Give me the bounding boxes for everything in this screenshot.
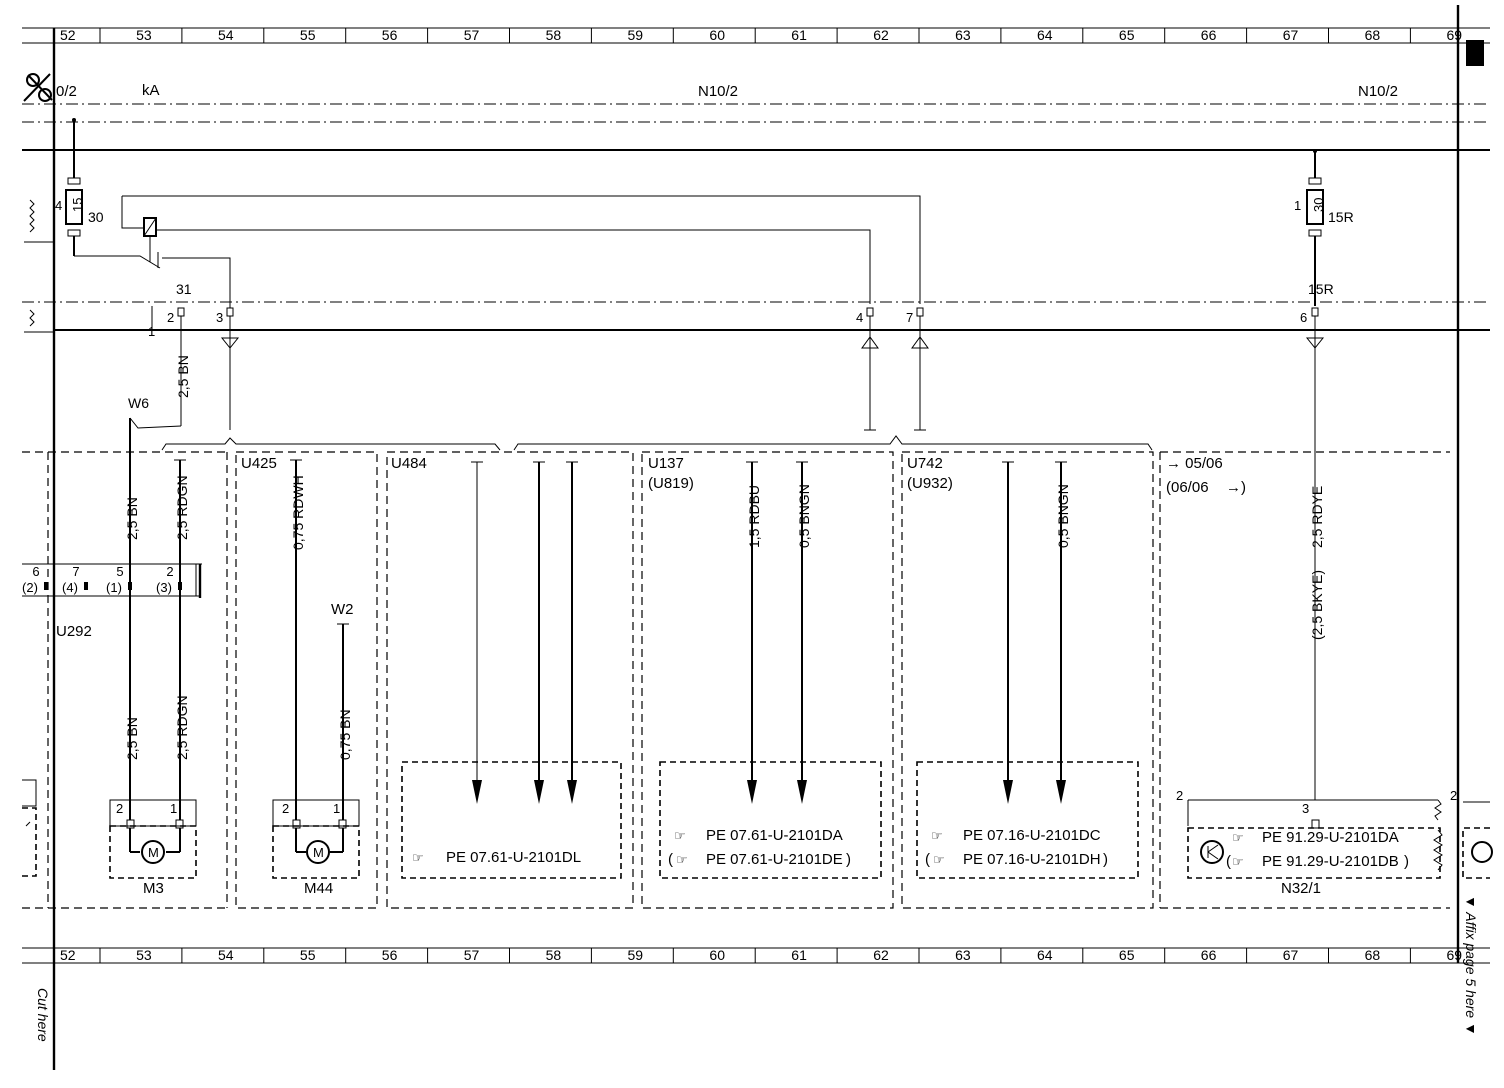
m44-pin-a: 2 (282, 801, 290, 816)
fuse-right-value: 30 (1311, 197, 1326, 212)
top-ruler-label: 58 (545, 27, 562, 43)
m3-pin-a: 2 (116, 801, 124, 816)
bottom-ruler-label: 66 (1200, 947, 1217, 963)
u292-alt-pin: (2) (22, 580, 38, 595)
wire-2-5-bn-top: 2,5 BN (175, 355, 191, 398)
section-u484-body (402, 462, 621, 878)
bottom-ruler-label: 61 (791, 947, 807, 963)
bottom-ruler-label: 65 (1118, 947, 1135, 963)
transistor-icon-partial (1472, 842, 1492, 862)
bottom-ruler-label: 69 (1446, 947, 1463, 963)
ref-06-06-arrow: →) (1226, 479, 1246, 496)
bracket-left (162, 438, 500, 450)
top-ruler-label: 59 (627, 27, 644, 43)
pin-3: 3 (216, 310, 224, 325)
right-marker-block (1466, 40, 1484, 66)
ref-icon-91-db: ☞ (1232, 854, 1244, 869)
label-w2: W2 (331, 601, 354, 618)
label-15r: 15R (1308, 281, 1334, 297)
section-u137: U137 (648, 455, 684, 472)
ref-pe-91-da: PE 91.29-U-2101DA (1262, 829, 1399, 846)
n32-label: N32/1 (1281, 880, 1322, 897)
pin-7: 7 (906, 310, 914, 325)
top-ruler-label: 57 (463, 27, 480, 43)
bottom-ruler-label: 62 (873, 947, 889, 963)
header (24, 74, 1398, 101)
scissors-label: 0/2 (56, 83, 77, 100)
wire-0-75-bn: 0,75 BN (337, 709, 353, 760)
ref-icon-dh: ☞ (933, 852, 945, 867)
u292-pin: 7 (72, 564, 80, 579)
ref-pe-da: PE 07.61-U-2101DA (706, 827, 843, 844)
transistor-icon (1201, 841, 1223, 863)
bottom-ruler-label: 68 (1364, 947, 1381, 963)
top-ruler-label: 61 (791, 27, 807, 43)
ref-icon-da: ☞ (674, 828, 686, 843)
ref-icon-de: ☞ (676, 852, 688, 867)
bottom-ruler-label: 60 (709, 947, 725, 963)
top-ruler-label: 63 (955, 27, 971, 43)
fuse-left-value: 15 (70, 197, 85, 212)
ref-close-paren-91-db: ) (1404, 853, 1409, 870)
u292-pin-contact (128, 582, 132, 590)
ref-pe-de: PE 07.61-U-2101DE (706, 851, 843, 868)
u292-alt-pin: (3) (156, 580, 172, 595)
m44-symbol: M (313, 845, 324, 860)
bottom-ruler-label: 53 (136, 947, 152, 963)
n10-2-label-center: N10/2 (698, 83, 739, 100)
ref-open-paren-91-db: ( (1226, 853, 1231, 870)
wire-2-5-rdgn-a: 2,5 RDGN (174, 475, 190, 540)
m3-pin-b: 1 (170, 801, 178, 816)
cut-here-label: Cut here (35, 988, 51, 1042)
u292-pin: 5 (116, 564, 124, 579)
u292-pin: 6 (32, 564, 40, 579)
section-m3 (22, 418, 202, 897)
u292-alt-pin: (1) (106, 580, 122, 595)
fuse-left-terminal: 30 (88, 209, 104, 225)
section-u484: U484 (391, 455, 427, 472)
m44-pin-b: 1 (333, 801, 341, 816)
bottom-ruler-label: 64 (1037, 947, 1053, 963)
pin-2: 2 (167, 310, 175, 325)
bottom-ruler-label: 59 (627, 947, 644, 963)
ref-open-paren-dh: ( (925, 851, 930, 868)
u292-pin-contact (84, 582, 88, 590)
u292-alt-pin: (4) (62, 580, 78, 595)
bottom-ruler-label: 52 (60, 947, 76, 963)
n32-pin-right: 2 (1450, 788, 1458, 803)
ref-close-paren-de: ) (846, 851, 851, 868)
zigzag-top-left (30, 200, 34, 232)
section-n32-body (1176, 486, 1492, 897)
affix-page-label: ▼ Affix page 5 here ▼ (1463, 895, 1479, 1036)
section-u819: (U819) (648, 475, 694, 492)
ref-pe-dh: PE 07.16-U-2101DH (963, 851, 1101, 868)
section-u137-body (660, 462, 881, 878)
ref-05-06: → 05/06 (1166, 455, 1223, 472)
bottom-ruler-label: 54 (218, 947, 234, 963)
label-w6: W6 (128, 395, 149, 411)
ref-open-paren-de: ( (668, 851, 673, 868)
top-ruler-label: 64 (1037, 27, 1053, 43)
pin-1: 1 (148, 324, 156, 339)
label-31: 31 (176, 281, 192, 297)
bottom-ruler-label: 55 (299, 947, 316, 963)
top-ruler-label: 66 (1200, 27, 1217, 43)
wire-1-5-rdbu: 1,5 RDBU (746, 484, 762, 548)
u292-pin-contact (178, 582, 182, 590)
top-ruler-label: 69 (1446, 27, 1463, 43)
pin-4: 4 (856, 310, 864, 325)
m3-symbol: M (148, 845, 159, 860)
m3-label: M3 (143, 880, 164, 897)
bottom-ruler-label: 67 (1282, 947, 1299, 963)
fuse-left (55, 118, 104, 256)
top-ruler-label: 56 (381, 27, 398, 43)
scissors-icon (24, 74, 52, 101)
ref-pe-91-db: PE 91.29-U-2101DB (1262, 853, 1399, 870)
fuse-left-pin: 4 (55, 198, 63, 213)
top-ruler-label: 65 (1118, 27, 1135, 43)
n32-pin-left: 2 (1176, 788, 1184, 803)
pin-6: 6 (1300, 310, 1308, 325)
fuse-right-terminal: 15R (1328, 209, 1354, 225)
zigzag-mid-left (30, 310, 34, 326)
n32-pin-mid: 3 (1302, 801, 1310, 816)
bracket-right (514, 436, 1152, 450)
partial-component-left (22, 780, 36, 876)
bottom-ruler-label: 58 (545, 947, 562, 963)
wire-0-5-bngn-b: 0,5 BNGN (1055, 484, 1071, 548)
u292-pin-contact (44, 582, 48, 590)
bottom-ruler (22, 947, 1490, 963)
top-ruler-label: 60 (709, 27, 725, 43)
ka-label: kA (142, 82, 160, 99)
top-ruler-label: 52 (60, 27, 76, 43)
m44-label: M44 (304, 880, 334, 897)
bottom-ruler-label: 56 (381, 947, 398, 963)
ref-pe-dl: PE 07.61-U-2101DL (446, 849, 582, 866)
wire-0-5-bngn-a: 0,5 BNGN (796, 484, 812, 548)
ref-close-paren-dh: ) (1103, 851, 1108, 868)
top-ruler (22, 27, 1490, 43)
wire-2-5-bn-a: 2,5 BN (124, 497, 140, 540)
relay-circuit (74, 196, 920, 308)
top-ruler-label: 62 (873, 27, 889, 43)
ref-icon-dc: ☞ (931, 828, 943, 843)
wire-0-75-rdwh: 0,75 RDWH (290, 475, 306, 550)
ref-06-06: (06/06 (1166, 479, 1209, 496)
drop-lines (128, 316, 1323, 800)
top-ruler-label: 68 (1364, 27, 1381, 43)
section-m44 (273, 460, 359, 897)
top-ruler-label: 55 (299, 27, 316, 43)
bottom-ruler-label: 57 (463, 947, 480, 963)
wire-2-5-bn-b: 2,5 BN (124, 717, 140, 760)
section-u932: (U932) (907, 475, 953, 492)
ref-pe-dc: PE 07.16-U-2101DC (963, 827, 1101, 844)
top-ruler-label: 53 (136, 27, 152, 43)
section-u742-body (917, 462, 1138, 878)
u292-pin: 2 (166, 564, 174, 579)
top-ruler-label: 67 (1282, 27, 1299, 43)
ref-icon-91-da: ☞ (1232, 830, 1244, 845)
top-ruler-label: 54 (218, 27, 234, 43)
u292-label: U292 (56, 623, 92, 640)
fuse-right-pin: 1 (1294, 198, 1302, 213)
wire-2-5-rdye: 2,5 RDYE (1309, 485, 1325, 548)
section-u425: U425 (241, 455, 277, 472)
section-u742: U742 (907, 455, 943, 472)
n10-2-label-right: N10/2 (1358, 83, 1399, 100)
ref-icon-dl: ☞ (412, 850, 424, 865)
wire-2-5-rdgn-b: 2,5 RDGN (174, 695, 190, 760)
bottom-ruler-label: 63 (955, 947, 971, 963)
wire-2-5-bkye: (2,5 BKYE) (1309, 569, 1325, 640)
